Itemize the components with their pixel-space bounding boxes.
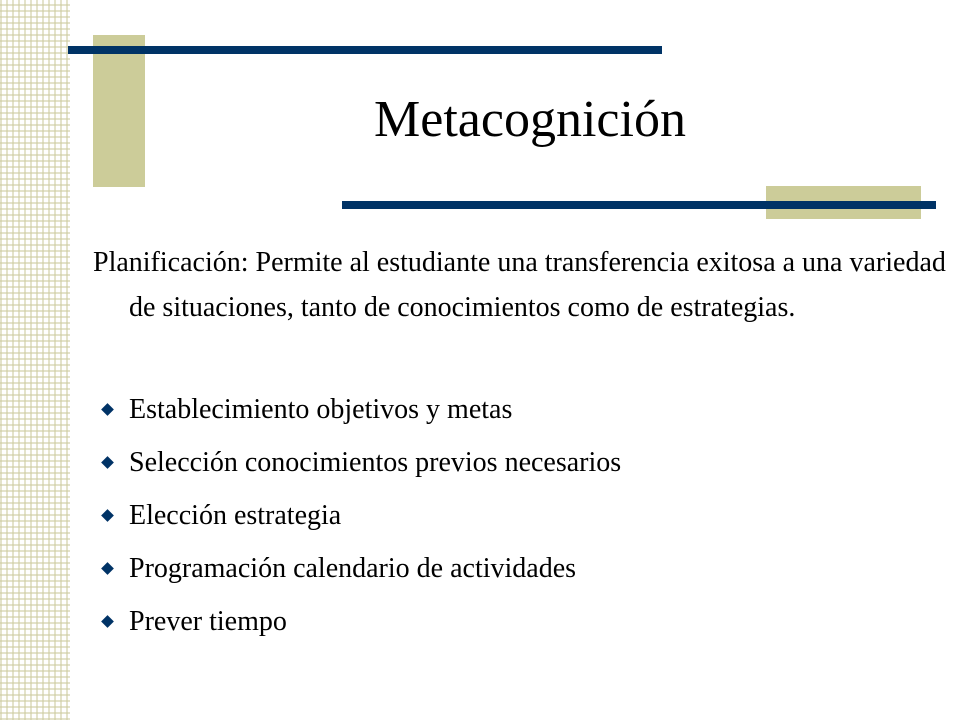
navy-line-top <box>68 46 662 54</box>
diamond-bullet-icon <box>101 509 114 522</box>
bullet-list <box>93 383 913 648</box>
bullet-item <box>93 542 913 595</box>
left-hatched-strip <box>0 0 70 720</box>
bullet-text: Establecimiento objetivos y metas <box>129 394 513 425</box>
bullet-text: Elección estrategia <box>129 500 342 531</box>
bullet-text: Prever tiempo <box>129 606 287 637</box>
bullet-item <box>93 436 913 489</box>
diamond-bullet-icon <box>101 562 114 575</box>
diamond-bullet-icon <box>101 615 114 628</box>
bullet-text: Programación calendario de actividades <box>129 553 577 584</box>
bullet-item <box>93 383 913 436</box>
diamond-bullet-icon <box>101 403 114 416</box>
diamond-bullet-icon <box>101 456 114 469</box>
bullet-item <box>93 489 913 542</box>
slide-title: Metacognición <box>374 91 686 148</box>
olive-block-top <box>93 35 145 187</box>
navy-line-bottom <box>342 201 936 209</box>
bullet-item <box>93 595 913 648</box>
bullet-text: Selección conocimientos previos necesarios <box>129 447 622 478</box>
intro-paragraph: Planificación: Permite al estudiante una transferencia exitosa a una variedad de situaciones, tanto de conocimientos como de estrategias. <box>93 247 946 323</box>
